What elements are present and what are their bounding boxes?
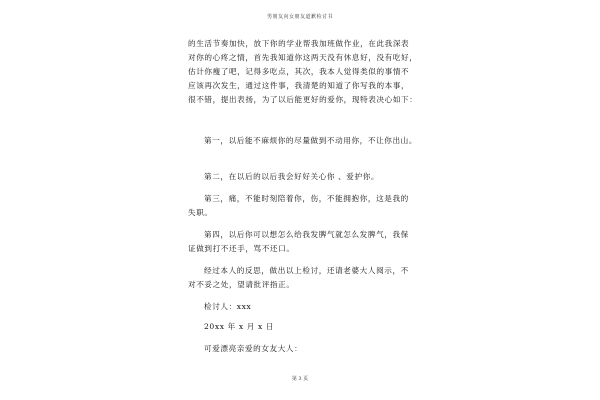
paragraph-point-two [204,170,430,184]
page-header: 男朋友向女朋友道歉检讨书 [266,14,333,20]
paragraph-point-three [188,192,414,220]
page-footer: 第 3 页 [291,376,309,382]
text-line: 很不错，提出表扬，为了以后能更好的爱你，现特表决心如下： [188,95,418,104]
text-line: 第二，在以后的以后我会好好关心你 、爱护你。 [204,172,380,181]
paragraph-opening [188,37,418,107]
date-line [204,320,430,334]
text-line: 对不妥之处，望请批评指正。 [188,280,295,289]
paragraph-conclusion [188,264,414,292]
text-line: 估计你瘦了吧，记得多吃点，其次，我本人觉得类似的事情不 [188,67,410,76]
text-line: 失职。 [188,208,213,217]
text-line: 20xx 年 x 月 x 日 [204,322,275,331]
text-line: 可爱漂亮亲爱的女友大人： [204,344,303,353]
text-line: 第一，以后能不麻烦你的尽量做到不动用你，不让你出山。 [204,136,418,145]
text-line: 证做到打不还手，骂不还口。 [188,244,295,253]
text-line: 第四，以后你可以想怎么给我发脾气就怎么发脾气，我保 [204,230,409,239]
salutation-line [204,342,430,356]
paragraph-point-one [204,134,430,148]
text-line: 第三，痛，不能时刻陪着你，伤，不能拥抱你，这是我的 [204,194,409,203]
signature-line [204,300,430,314]
text-line: 对你的心疼之情，首先我知道你这两天没有休息好，没有吃好， [188,53,418,62]
text-line: 检讨人：xxx [204,302,252,311]
paragraph-point-four [188,228,414,256]
text-line: 应该再次发生，通过这件事，我清楚的知道了你写我的本事， [188,81,410,90]
text-line: 经过本人的反思，做出以上检讨，还请老婆大人阅示，不 [204,266,409,275]
text-line: 的生活节奏加快，放下你的学业帮我加班做作业，在此我深表 [188,39,410,48]
